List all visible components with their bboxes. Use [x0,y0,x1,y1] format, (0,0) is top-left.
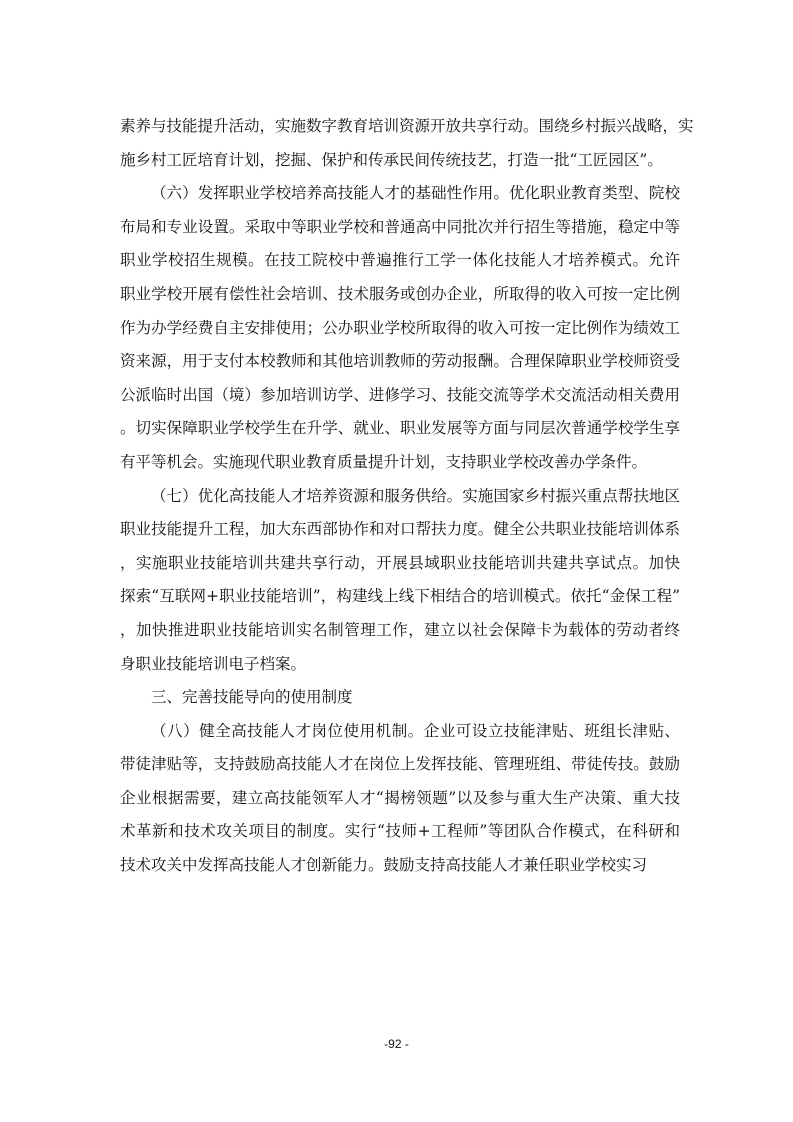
text-line: （六）发挥职业学校培养高技能人才的基础性作用。优化职业教育类型、院校 [151,184,680,203]
paragraph-continuation [120,110,694,177]
document-body [120,110,694,883]
text-line: 公派临时出国（境）参加培训访学、进修学习、技能交流等学术交流活动相关费用 [120,385,680,404]
text-line: 技术攻关中发挥高技能人才创新能力。鼓励支持高技能人才兼任职业学校实习 [120,856,648,875]
text-line: 布局和专业设置。采取中等职业学校和普通高中同批次并行招生等措施，稳定中等 [120,217,680,236]
text-line: 带徒津贴等，支持鼓励高技能人才在岗位上发挥技能、管理班组、带徒传技。鼓励 [120,755,680,774]
text-line: 探索“互联网+职业技能培训”，构建线上线下相结合的培训模式。依托“金保工程” [120,587,680,606]
text-line: 术革新和技术攻关项目的制度。实行“技师+工程师”等团队合作模式，在科研和 [120,822,680,841]
text-line: 有平等机会。实施现代职业教育质量提升计划，支持职业学校改善办学条件。 [120,452,648,471]
text-line: 作为办学经费自主安排使用；公办职业学校所取得的收入可按一定比例作为绩效工 [120,318,680,337]
text-line: 职业技能提升工程，加大东西部协作和对口帮扶力度。健全公共职业技能培训体系 [120,520,680,539]
text-line: 职业学校招生规模。在技工院校中普遍推行工学一体化技能人才培养模式。允许 [120,251,680,270]
text-line: （七）优化高技能人才培养资源和服务供给。实施国家乡村振兴重点帮扶地区 [151,486,680,505]
page-number: -92 - [384,1037,409,1051]
text-line: 。切实保障职业学校学生在升学、就业、职业发展等方面与同层次普通学校学生享 [120,419,680,438]
text-line: （八）健全高技能人才岗位使用机制。企业可设立技能津贴、班组长津贴、 [151,721,680,740]
text-line: 身职业技能培训电子档案。 [120,654,307,673]
paragraph-7 [120,480,680,682]
text-line: 素养与技能提升活动，实施数字教育培训资源开放共享行动。围绕乡村振兴战略，实 [120,117,694,135]
text-line: ，实施职业技能培训共建共享行动，开展县域职业技能培训共建共享试点。加快 [120,553,680,572]
text-line: ，加快推进职业技能培训实名制管理工作，建立以社会保障卡为载体的劳动者终 [120,620,680,639]
text-line: 企业根据需要，建立高技能领军人才“揭榜领题”以及参与重大生产决策、重大技 [120,788,680,807]
text-line: 职业学校开展有偿性社会培训、技术服务或创办企业，所取得的收入可按一定比例 [120,284,680,303]
paragraph-6 [120,177,680,479]
paragraph-8 [120,715,680,883]
section-heading-3 [120,681,680,715]
section-heading-text: 三、完善技能导向的使用制度 [151,688,353,707]
text-line: 施乡村工匠培育计划，挖掘、保护和传承民间传统技艺，打造一批“工匠园区”。 [120,150,663,169]
text-line: 资来源，用于支付本校教师和其他培训教师的劳动报酬。合理保障职业学校师资受 [120,352,680,371]
